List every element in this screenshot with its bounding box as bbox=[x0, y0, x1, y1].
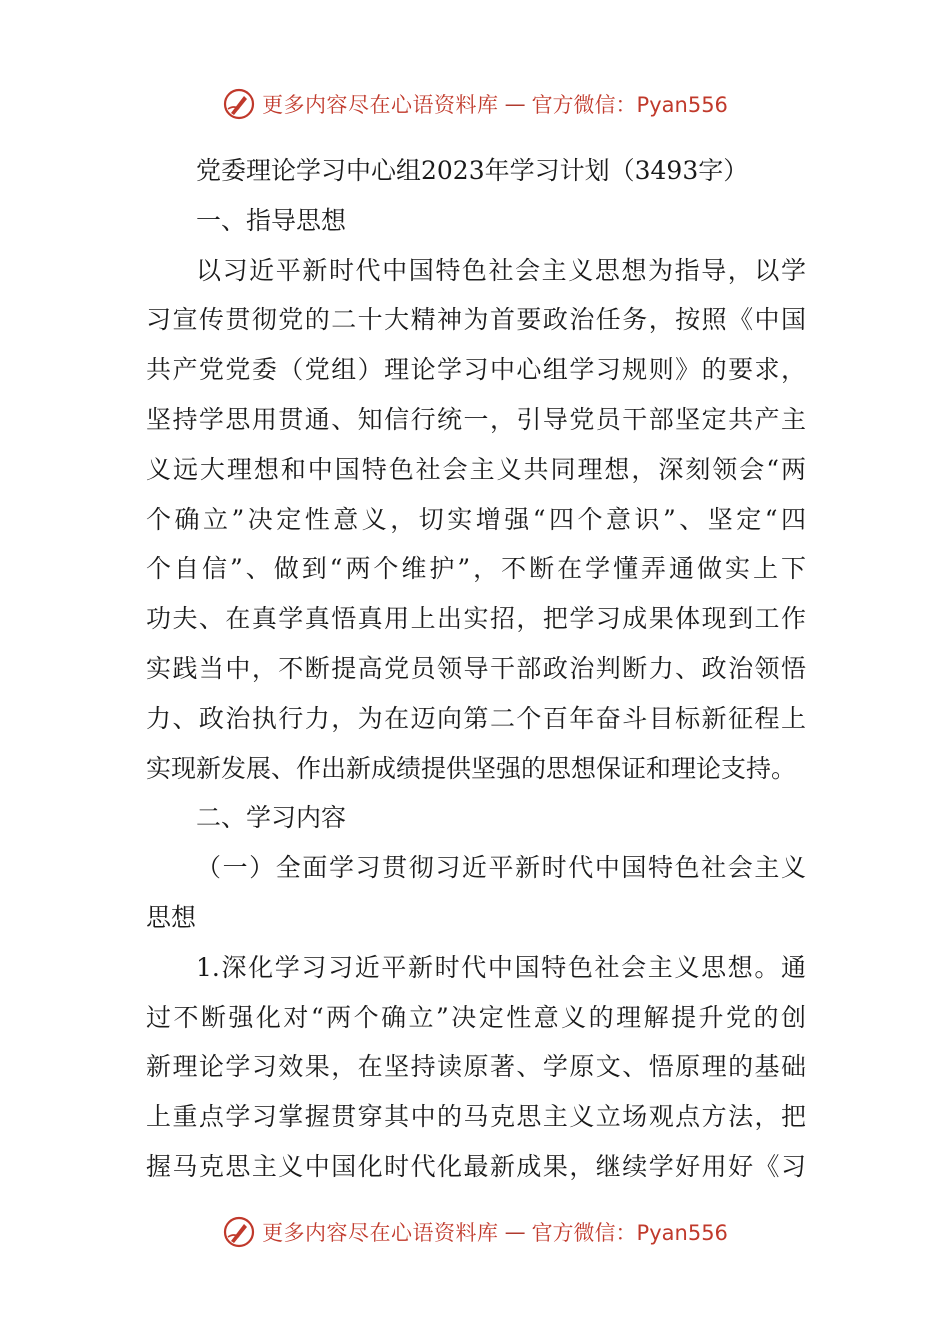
section-heading-study-content: 二、学习内容 bbox=[196, 803, 347, 833]
watermark-wechat: 官方微信：Pyan556 bbox=[531, 1221, 728, 1245]
paragraph-line: 新理论学习效果，在坚持读原著、学原文、悟原理的基础 bbox=[146, 1052, 806, 1082]
paragraph-line: 共产党党委（党组）理论学习中心组学习规则》的要求， bbox=[146, 355, 806, 385]
paragraph-line: 义远大理想和中国特色社会主义共同理想，深刻领会“两 bbox=[146, 454, 806, 484]
paragraph-line: 力、政治执行力，为在迈向第二个百年奋斗目标新征程上 bbox=[146, 703, 806, 733]
paragraph-line: 功夫、在真学真悟真用上出实招，把学习成果体现到工作 bbox=[146, 604, 806, 634]
document-title: 党委理论学习中心组2023年学习计划（3493字） bbox=[196, 156, 749, 185]
paragraph-line: 以习近平新时代中国特色社会主义思想为指导，以学 bbox=[196, 255, 806, 285]
watermark-top bbox=[0, 84, 950, 124]
document-body bbox=[146, 146, 806, 1192]
subsection-heading-line: （一）全面学习贯彻习近平新时代中国特色社会主义 bbox=[196, 853, 806, 883]
watermark-text: 更多内容尽在心语资料库 bbox=[262, 1221, 499, 1245]
pen-circle-logo-icon bbox=[222, 1215, 256, 1249]
pen-circle-logo-icon bbox=[222, 87, 256, 121]
paragraph-line: 握马克思主义中国化时代化最新成果，继续学好用好《习 bbox=[146, 1151, 806, 1181]
watermark-dash: — bbox=[504, 1220, 526, 1244]
watermark-bottom bbox=[0, 1212, 950, 1252]
paragraph-line: 个自信”、做到“两个维护”，不断在学懂弄通做实上下 bbox=[146, 554, 806, 584]
watermark-text: 更多内容尽在心语资料库 bbox=[262, 93, 499, 117]
paragraph-line: 坚持学思用贯通、知信行统一，引导党员干部坚定共产主 bbox=[146, 404, 806, 434]
section-heading-guiding-ideology: 一、指导思想 bbox=[196, 205, 347, 235]
paragraph-line: 实现新发展、作出新成绩提供坚强的思想保证和理论支持。 bbox=[146, 753, 797, 783]
paragraph-line: 过不断强化对“两个确立”决定性意义的理解提升党的创 bbox=[146, 1002, 806, 1032]
paragraph-line: 上重点学习掌握贯穿其中的马克思主义立场观点方法，把 bbox=[146, 1102, 806, 1132]
subsection-heading-line: 思想 bbox=[146, 902, 197, 932]
watermark-dash: — bbox=[504, 92, 526, 116]
watermark-wechat: 官方微信：Pyan556 bbox=[531, 93, 728, 117]
paragraph-line: 1.深化学习习近平新时代中国特色社会主义思想。通 bbox=[196, 952, 806, 982]
paragraph-line: 实践当中，不断提高党员领导干部政治判断力、政治领悟 bbox=[146, 653, 806, 683]
paragraph-line: 习宣传贯彻党的二十大精神为首要政治任务，按照《中国 bbox=[146, 305, 806, 335]
paragraph-line: 个确立”决定性意义，切实增强“四个意识”、坚定“四 bbox=[146, 504, 806, 534]
